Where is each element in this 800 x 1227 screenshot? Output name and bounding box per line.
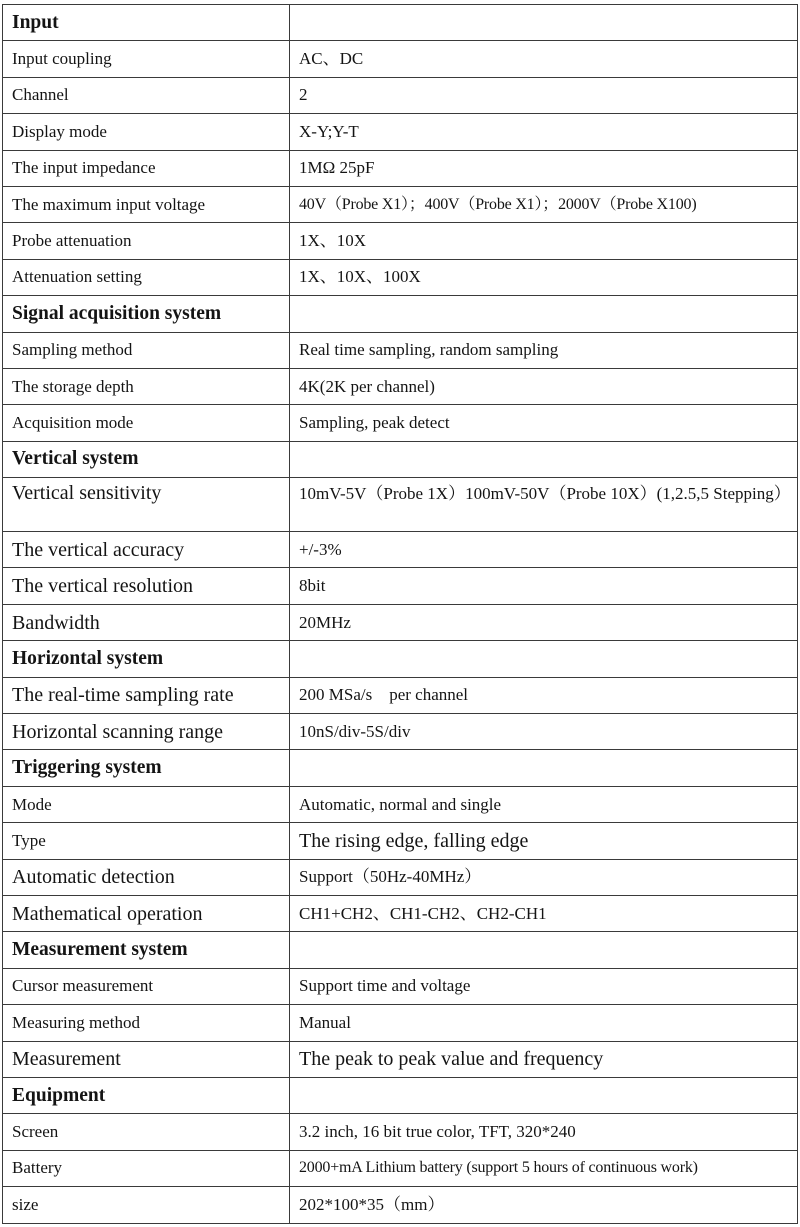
spec-label: Sampling method [3,332,290,368]
section-header-vertical [3,441,798,477]
table-row [3,786,798,822]
spec-value: Sampling, peak detect [290,405,798,441]
spec-value: 2000+mA Lithium battery (support 5 hours of continuous work) [290,1150,798,1186]
table-row [3,368,798,404]
section-title: Signal acquisition system [3,296,290,332]
section-empty-cell [290,441,798,477]
spec-value: 1X、10X、100X [290,259,798,295]
section-title: Input [3,5,290,41]
spec-value: Support（50Hz-40MHz） [290,859,798,895]
spec-value: 1MΩ 25pF [290,150,798,186]
spec-value: 40V（Probe X1）；400V（Probe X1）；2000V（Probe X100) [290,186,798,222]
table-row [3,823,798,859]
section-title: Triggering system [3,750,290,786]
spec-value: 10mV-5V（Probe 1X）100mV-50V（Probe 10X）(1,2.5,5 Stepping） [290,478,798,532]
spec-label: The vertical resolution [3,568,290,604]
section-header-horizontal [3,641,798,677]
table-row [3,714,798,750]
section-empty-cell [290,932,798,968]
spec-label: Mode [3,786,290,822]
section-empty-cell [290,641,798,677]
spec-label: Probe attenuation [3,223,290,259]
spec-label: Input coupling [3,41,290,77]
spec-label: Automatic detection [3,859,290,895]
section-empty-cell [290,750,798,786]
table-row [3,1150,798,1186]
spec-label: Cursor measurement [3,968,290,1004]
spec-value: The rising edge, falling edge [290,823,798,859]
spec-value: 8bit [290,568,798,604]
spec-label: The real-time sampling rate [3,677,290,713]
spec-value: 3.2 inch, 16 bit true color, TFT, 320*240 [290,1114,798,1150]
spec-table [2,4,798,1224]
table-row [3,1041,798,1077]
spec-label: Channel [3,77,290,113]
spec-value: AC、DC [290,41,798,77]
spec-label: Display mode [3,114,290,150]
spec-value: Support time and voltage [290,968,798,1004]
spec-label: The storage depth [3,368,290,404]
table-row [3,77,798,113]
table-row [3,150,798,186]
section-header-equipment [3,1077,798,1113]
spec-value: Real time sampling, random sampling [290,332,798,368]
spec-label: Acquisition mode [3,405,290,441]
section-title: Horizontal system [3,641,290,677]
table-row [3,41,798,77]
table-row [3,532,798,568]
section-header-signal-acquisition [3,296,798,332]
table-row [3,895,798,931]
spec-label: size [3,1187,290,1223]
spec-value: +/-3% [290,532,798,568]
spec-label: Horizontal scanning range [3,714,290,750]
spec-value: X-Y;Y-T [290,114,798,150]
table-row [3,1005,798,1041]
spec-label: Screen [3,1114,290,1150]
spec-value: Automatic, normal and single [290,786,798,822]
spec-label: Attenuation setting [3,259,290,295]
section-title: Measurement system [3,932,290,968]
spec-label: Bandwidth [3,604,290,640]
section-header-triggering [3,750,798,786]
table-row [3,968,798,1004]
table-row [3,223,798,259]
table-row [3,259,798,295]
spec-value: 1X、10X [290,223,798,259]
spec-value: The peak to peak value and frequency [290,1041,798,1077]
spec-value: 20MHz [290,604,798,640]
table-row [3,186,798,222]
spec-value: 202*100*35（mm） [290,1187,798,1223]
spec-label: Measuring method [3,1005,290,1041]
table-row [3,568,798,604]
spec-value: CH1+CH2、CH1-CH2、CH2-CH1 [290,895,798,931]
spec-label: The maximum input voltage [3,186,290,222]
section-title: Vertical system [3,441,290,477]
table-row [3,1114,798,1150]
section-title: Equipment [3,1077,290,1113]
spec-value: 10nS/div-5S/div [290,714,798,750]
spec-label: Mathematical operation [3,895,290,931]
table-row [3,478,798,532]
spec-value: Manual [290,1005,798,1041]
spec-value: 4K(2K per channel) [290,368,798,404]
table-row [3,604,798,640]
table-row [3,332,798,368]
section-empty-cell [290,5,798,41]
table-row [3,677,798,713]
spec-label: Measurement [3,1041,290,1077]
table-row [3,114,798,150]
section-empty-cell [290,1077,798,1113]
section-header-measurement [3,932,798,968]
spec-value: 200 MSa/s per channel [290,677,798,713]
spec-label: Type [3,823,290,859]
spec-label: The input impedance [3,150,290,186]
section-empty-cell [290,296,798,332]
table-row [3,859,798,895]
spec-label: The vertical accuracy [3,532,290,568]
table-row [3,1187,798,1223]
table-row [3,405,798,441]
spec-label: Battery [3,1150,290,1186]
spec-label: Vertical sensitivity [3,478,290,532]
spec-value: 2 [290,77,798,113]
section-header-input [3,5,798,41]
